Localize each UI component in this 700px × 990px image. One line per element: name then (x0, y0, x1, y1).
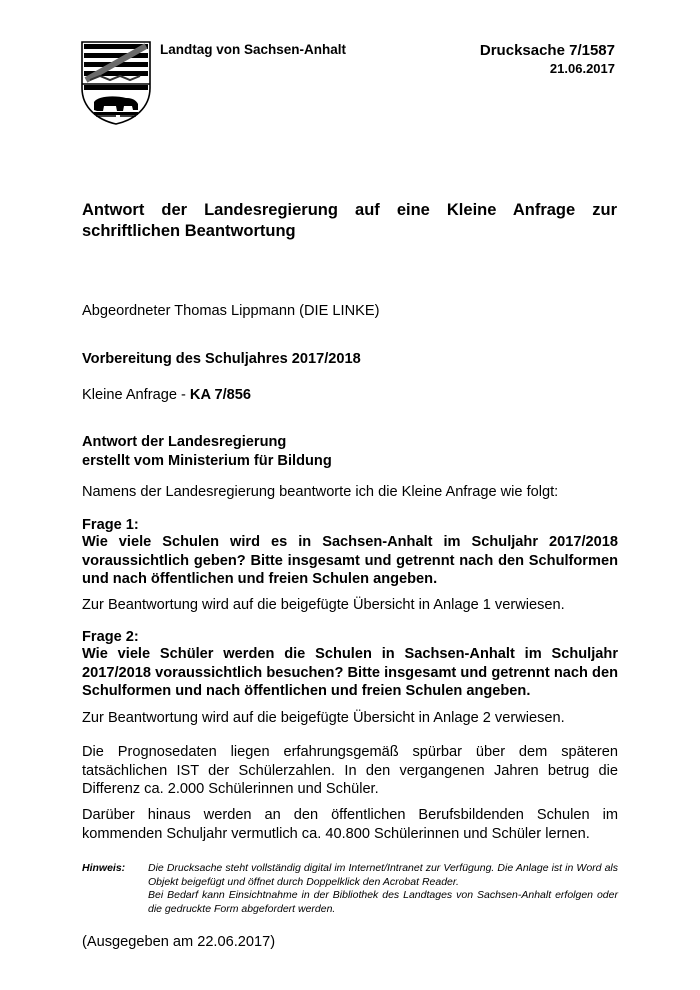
paragraph-vocational: Darüber hinaus werden an den öffentlichen Berufsbildenden Schulen im kommenden Schuljahr vermutlich ca. 40.800 Schülerinnen und Schüler lernen. (82, 807, 618, 842)
issued-date: (Ausgegeben am 22.06.2017) (82, 934, 276, 950)
answer-1: Zur Beantwortung wird auf die beigefügte Übersicht in Anlage 1 verwiesen. (82, 597, 565, 613)
query-prefix: Kleine Anfrage - (82, 387, 190, 403)
doc-number: Drucksache 7/1587 (479, 42, 615, 59)
document-title: Antwort der Landesregierung auf eine Kleine Anfrage zur schriftlichen Beantwortung (82, 201, 617, 240)
question-1-label: Frage 1: (82, 517, 139, 533)
coat-of-arms-icon (80, 40, 152, 125)
intro: Namens der Landesregierung beantworte ich die Kleine Anfrage wie folgt: (82, 484, 559, 500)
question-2-label: Frage 2: (82, 629, 139, 645)
question-2-text: Wie viele Schüler werden die Schulen in Sachsen-Anhalt im Schuljahr 2017/2018 voraussichtlich besuchen? Bitte insgesamt und getrennt nach den Schulformen und nach öffentlichen und freien Schulen angeben. (82, 646, 618, 699)
paragraph-forecast: Die Prognosedaten liegen erfahrungsgemäß spürbar über dem späteren tatsächlichen IST der Schülerzahlen. In den vergangenen Jahren betrug die Differenz ca. 2.000 Schülerinnen und Schüler. (82, 744, 618, 797)
subject: Vorbereitung des Schuljahres 2017/2018 (82, 351, 361, 367)
hint-label: Hinweis: (82, 862, 126, 874)
query-reference (82, 386, 618, 405)
answer-heading-line2: erstellt vom Ministerium für Bildung (82, 452, 332, 469)
parliament-name: Landtag von Sachsen-Anhalt (160, 42, 347, 57)
hint-line-2: Bei Bedarf kann Einsichtnahme in der Bibliothek des Landtages von Sachsen-Anhalt erfolgen oder die gedruckte Form abgefordert werden. (148, 889, 618, 915)
hint-text (148, 862, 618, 916)
hint-line-1: Die Drucksache steht vollständig digital im Internet/Intranet zur Verfügung. Die Anlage ist in Word als Objekt beigefügt und öffnet durch Doppelklick den Acrobat Reader. (148, 862, 618, 888)
answer-heading-line1: Antwort der Landesregierung (82, 434, 287, 450)
document-meta (480, 42, 615, 76)
answer-heading (82, 433, 618, 470)
question-1-text: Wie viele Schulen wird es in Sachsen-Anhalt im Schuljahr 2017/2018 voraussichtlich geben? Bitte insgesamt und getrennt nach den Schulformen und nach öffentlichen und freien Schulen angeben. (82, 534, 618, 587)
author: Abgeordneter Thomas Lippmann (DIE LINKE) (82, 303, 380, 319)
answer-2: Zur Beantwortung wird auf die beigefügte Übersicht in Anlage 2 verwiesen. (82, 710, 565, 726)
query-number: KA 7/856 (189, 387, 252, 403)
doc-date: 21.06.2017 (549, 61, 615, 76)
